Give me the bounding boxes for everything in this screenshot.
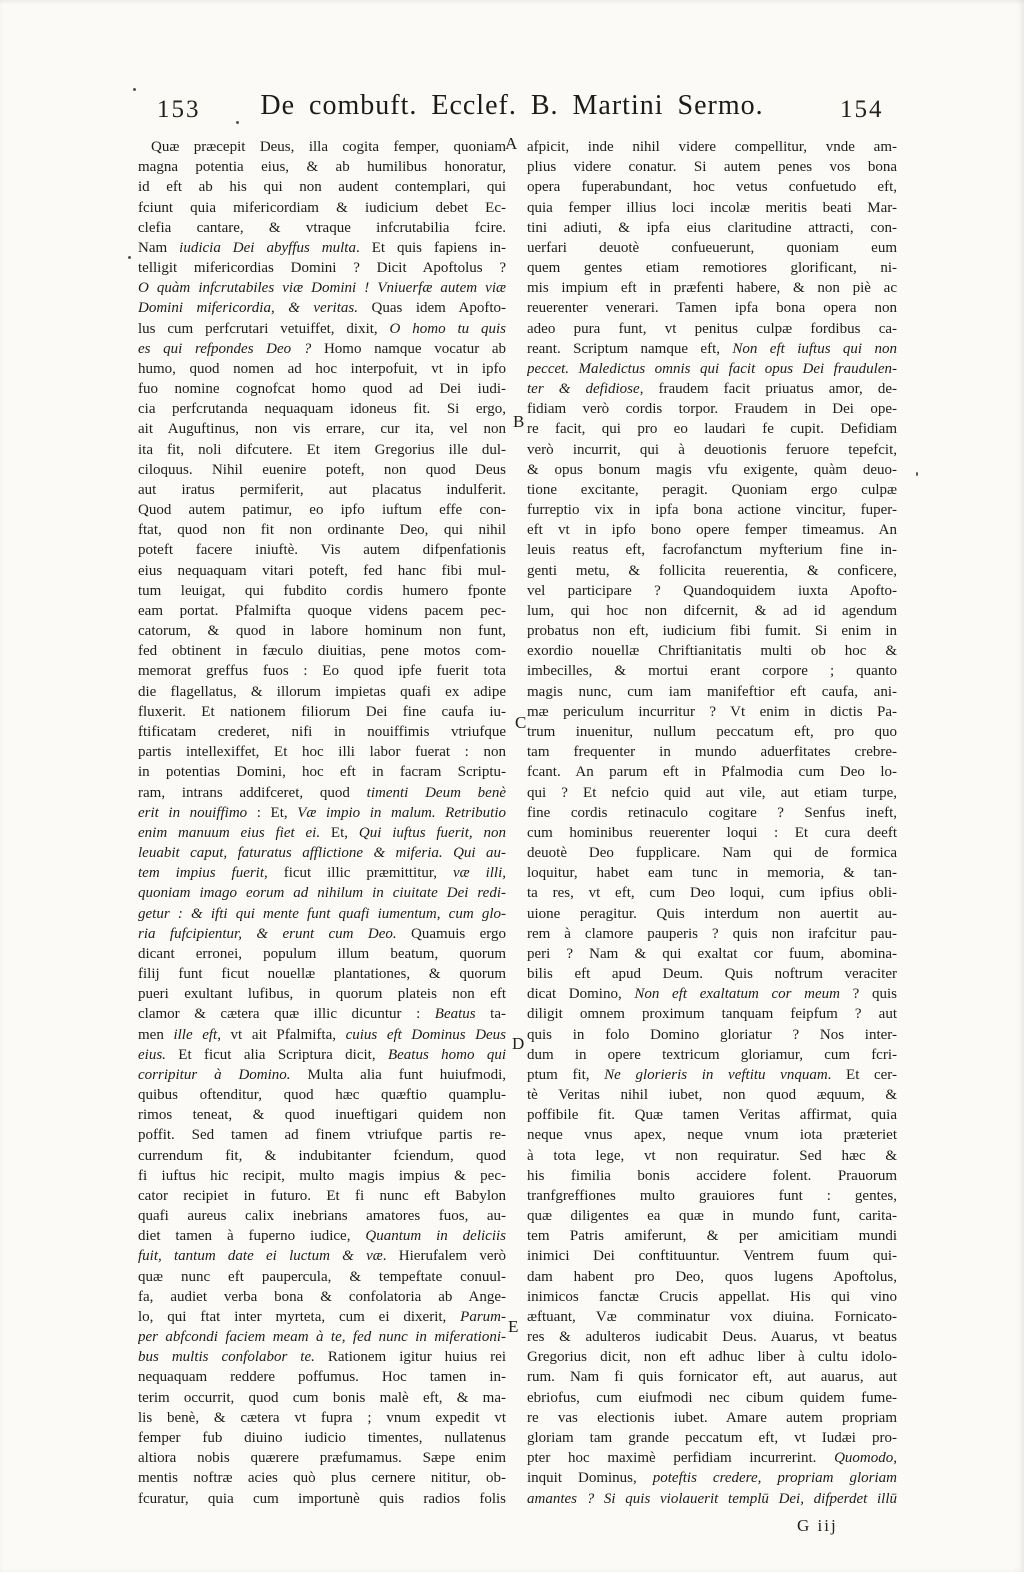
signature-mark: G iij	[797, 1516, 838, 1535]
text-line: ram, intrans addifceret, quod timenti Deum benè	[138, 784, 506, 801]
text-line: furreptio vix in ipfa bona actione vincitur, fuper-	[527, 502, 897, 519]
text-line: fi iuftus hic recipit, multo magis impius & pec-	[138, 1167, 506, 1184]
text-line: femper fub diuino iudicio timentes, nullatenus	[138, 1430, 506, 1446]
text-line: tè Veritas nihil iubet, non quod æquum, &	[527, 1087, 897, 1104]
text-line: O quàm infcrutabiles viæ Domini ! Vniuerfæ autem viæ	[138, 280, 506, 297]
text-line: telligit mifericordias Domini ? Dicit Apoftolus ?	[138, 260, 506, 277]
text-line: magis nunc, cum iam manifeftior eft caufa, ani-	[527, 683, 897, 700]
gutter-letter-a: A	[505, 134, 518, 153]
running-title: De combuft. Ecclef. B. Martini Sermo.	[260, 90, 764, 121]
page-number-left: 153	[157, 96, 201, 123]
text-line: imbecilles, & mortui erant corpore ; quanto	[527, 663, 897, 680]
text-line: quia femper illius loci incolæ meritis beati Mar-	[527, 199, 897, 216]
text-line: per abfcondi faciem meam à te, fed nunc in miferationi-	[138, 1329, 506, 1346]
text-line: quafi aureus calix inebrians amatores fuos, au-	[138, 1208, 506, 1225]
gutter-letter-e: E	[508, 1317, 519, 1336]
text-line: quis in folo Domino gloriatur ? Nos inter-	[527, 1026, 897, 1043]
text-line: cum hominibus reuerenter loqui : Et cura deeft	[527, 824, 897, 841]
text-line: uerfari deuotè confueuerunt, quoniam eum	[527, 239, 897, 256]
gutter-letter-c: C	[515, 713, 527, 732]
text-line: leuis reatus eft, facrofanctum myfterium fine in-	[527, 542, 897, 559]
left-text-column	[138, 137, 506, 1509]
text-line: die flagellatus, & illorum impietas quafi ex adipe	[138, 683, 506, 700]
text-line: tem impius fuerit, ficut illic præmittitur, væ illi,	[138, 865, 506, 882]
gutter-letter-b: B	[513, 412, 525, 431]
text-line: his fimilia bonis accidere folent. Prauorum	[527, 1167, 897, 1184]
text-line: es qui refpondes Deo ? Homo namque vocatur ab	[138, 340, 506, 357]
text-line: plius videre conatur. Si autem penes vos bona	[527, 159, 897, 176]
text-line: poteft facere iniuftè. Vis autem difpenfationis	[138, 542, 506, 559]
text-line: poffibile fit. Quæ tamen Veritas affirmat, quia	[527, 1107, 897, 1124]
text-line: fa, audiet verba bona & confolatoria ab Ange-	[138, 1288, 506, 1305]
text-line: Quæ præcepit Deus, illa cogita femper, quoniam	[151, 139, 506, 155]
text-line: quem gentes etiam remotiores glorificant, ni-	[527, 260, 897, 277]
text-line: dam habent pro Deo, quos lugens Apoftolus,	[527, 1268, 897, 1285]
ink-speck	[916, 472, 918, 476]
text-line: re vas electionis iubet. Amare autem propriam	[527, 1409, 897, 1426]
text-line: reant. Scriptum namque eft, Non eft iuftus qui non	[527, 340, 897, 357]
text-line: aut iratus permiferit, aut placatus indulferit.	[138, 481, 506, 498]
text-line: dicat Domino, Non eft exaltatum cor meum ? quis	[527, 986, 897, 1003]
text-line: trum inuenitur, nullum peccatum eft, pro quo	[527, 723, 897, 740]
text-line: mis impium eft in præfenti habere, & non piè ac	[527, 280, 897, 297]
text-line: verò incurrit, qui à deuotionis feruore tepefcit,	[527, 441, 897, 458]
text-line: inimici Dei conftituuntur. Ventrem fuum qui-	[527, 1248, 897, 1265]
text-line: re facit, qui pro eo laudari fe cupit. Defidiam	[527, 421, 897, 438]
text-line: getur : & ifti qui mente funt quafi iumentum, cum glo-	[138, 905, 506, 922]
text-line: rimos teneat, & quod inueftigari quidem non	[138, 1107, 506, 1124]
text-line: lus cum perfcrutari vetuiffet, dixit, O homo tu quis	[138, 320, 506, 337]
text-line: corripitur à Domino. Multa alia funt huiufmodi,	[138, 1066, 506, 1083]
text-line: pueri exultant lufibus, in quorum plateis non eft	[138, 986, 506, 1003]
ink-speck	[236, 121, 239, 124]
text-line: res & adulteros iudicabit Deus. Auarus, vt beatus	[527, 1329, 897, 1346]
text-line: uione peragitur. Quis interdum non auertit au-	[527, 905, 897, 922]
text-line: fluxerit. Et nationem filiorum Dei fine caufa iu-	[138, 703, 506, 720]
text-line: fcant. An parum eft in Pfalmodia cum Deo lo-	[527, 764, 897, 781]
text-line: Gregorius dicit, non eft adhuc liber à cultu idolo-	[527, 1349, 897, 1366]
text-line: cator recipiet in futuro. Et fi nunc eft Babylon	[138, 1187, 506, 1204]
text-line: quæ nunc eft paupercula, & tempeftate conuul-	[138, 1268, 506, 1285]
text-line: tini adiuti, & ipfa eius claritudine attracti, con-	[527, 219, 897, 236]
text-line: & opus bonum magis vfu exigente, quàm deuo-	[527, 461, 897, 478]
text-line: fine cordis retinaculo cogitare ? Senfus ineft,	[527, 804, 897, 821]
text-line: terim occurrit, quod cum bonis malè eft, & ma-	[138, 1389, 506, 1406]
text-line: tem Patris amiferunt, & per amicitiam mundi	[527, 1228, 897, 1245]
text-line: id eft ab his qui non audent contemplari, qui	[138, 179, 506, 196]
text-line: Quod autem patimur, eo ipfo iuftum effe con-	[138, 502, 506, 519]
text-line: ait Auguftinus, non vis errare, cur ita, vel non	[138, 421, 506, 438]
text-line: adeo pura funt, vt penitus culpæ fordibus ca-	[527, 320, 897, 337]
text-line: ptum fit, Ne glorieris in veftitu vnquam. Et cer-	[527, 1066, 897, 1083]
text-line: humo, quod nomen ad hoc interpofuit, vt in ipfo	[138, 360, 506, 377]
text-line: quoniam imago eorum ad nihilum in ciuitate Dei redi-	[138, 885, 506, 902]
text-line: nequaquam reddere poffumus. Hoc tamen in-	[138, 1369, 506, 1386]
text-line: reuerenter venerari. Tamen ipfa bona opera non	[527, 300, 897, 317]
text-line: ebriofus, cum eiufmodi nec cibum quidem fume-	[527, 1389, 897, 1406]
text-line: in potentias Domini, hoc eft in facram Scriptu-	[138, 764, 506, 781]
text-line: vel participare ? Quandoquidem iuxta Apofto-	[527, 582, 897, 599]
text-line: æftuant, Væ comminatur vox diuina. Fornicato-	[527, 1308, 897, 1325]
text-line: fcuratur, quia cum importunè quis radios folis	[138, 1490, 506, 1507]
right-text-column	[527, 137, 897, 1509]
text-line: ftificatam crederet, nifi in nouiffimis vtriufque	[138, 723, 506, 740]
text-line: ciloquus. Nihil euenire poteft, non quod Deus	[138, 461, 506, 478]
text-line: loquitur, habet eam tunc in memoria, & tan-	[527, 865, 897, 882]
text-line: rum. Nam fi quis fornicator eft, aut auarus, aut	[527, 1369, 897, 1386]
text-line: pter hoc maximè perfidiam incurrerint. Quomodo,	[527, 1450, 897, 1467]
text-line: mentis noftræ acies quò plus cernere nititur, ob-	[138, 1470, 506, 1487]
text-line: fuit, tantum date ei luctum & væ. Hierufalem verò	[138, 1248, 506, 1265]
text-line: clefia cantare, & vtraque infcrutabilia fcire.	[138, 219, 506, 236]
text-line: ter & defidiose, fraudem facit priuatus amor, de-	[527, 381, 897, 398]
text-line: amantes ? Si quis violauerit templū Dei, difperdet illū	[527, 1490, 897, 1507]
text-line: eius. Et ficut alia Scriptura dicit, Beatus homo qui	[138, 1046, 506, 1063]
text-line: opera fuperabundant, hoc vetus confuetudo eft,	[527, 179, 897, 196]
text-line: poffit. Sed tamen ad finem vtriufque partis re-	[138, 1127, 506, 1144]
text-line: inquit Dominus, poteftis credere, propriam gloriam	[527, 1470, 897, 1487]
text-line: à tota lege, vt non requiratur. Sed hæc &	[527, 1147, 897, 1164]
gutter-letter-d: D	[512, 1034, 525, 1053]
text-line: quibus oftenditur, quod hæc quæftio quamplu-	[138, 1087, 506, 1104]
text-line: inimicos fanctæ Crucis appellat. His qui vino	[527, 1288, 897, 1305]
text-line: qui ? Et nefcio quid aut vile, aut etiam turpe,	[527, 784, 897, 801]
text-line: cia perfcrutanda nequaquam idoneus fit. Si ergo,	[138, 401, 506, 418]
text-line: altiora nobis quærere præfumamus. Sæpe enim	[138, 1450, 506, 1467]
text-line: ria fufcipientur, & erunt cum Deo. Quamuis ergo	[138, 925, 506, 942]
text-line: neque vnus apex, neque vnum iota præteriet	[527, 1127, 897, 1144]
text-line: peri ? Nam & qui exaltat cor fuum, abomina-	[527, 945, 897, 962]
text-line: lo, qui ftat inter myrteta, cum ei dixerit, Parum-	[138, 1308, 506, 1325]
text-line: exordio nouellæ Chriftianitatis multi ob hoc &	[527, 643, 897, 660]
text-line: ta res, vt eft, cum Deo loqui, cum ipfius obli-	[527, 885, 897, 902]
text-line: filij funt ficut nouellæ plantationes, & quorum	[138, 966, 506, 983]
text-line: genti metu, & follicita reuerentia, & conficere,	[527, 562, 897, 579]
text-line: men ille eft, vt ait Pfalmifta, cuius eft Dominus Deus	[138, 1026, 506, 1043]
text-line: leuabit caput, faturatus afflictione & miferia. Qui au-	[138, 845, 506, 862]
text-line: tione excitante, peragit. Quoniam ergo culpæ	[527, 481, 897, 498]
text-line: Nam iudicia Dei abyffus multa. Et quis fapiens in-	[138, 239, 506, 256]
text-line: probatus non eft, iudicium fibi fumit. Si enim in	[527, 623, 897, 640]
text-line: quæ diligentes ea quæ in mundo funt, carita-	[527, 1208, 897, 1225]
text-line: bus multis confolabor te. Rationem igitur huius rei	[138, 1349, 506, 1366]
text-line: afpicit, inde nihil videre compellitur, vnde am-	[527, 139, 897, 155]
text-line: clamor & cætera quæ illic dicuntur : Beatus ta-	[138, 1006, 506, 1023]
text-line: Domini mifericordia, & veritas. Quas idem Apofto-	[138, 300, 506, 317]
text-line: catorum, & quod in labore hominum non funt,	[138, 623, 506, 640]
text-line: bilis eft apud Deum. Quis noftrum veraciter	[527, 966, 897, 983]
text-line: deuotè Deo fupplicare. Nam qui de formica	[527, 845, 897, 862]
text-line: tranfgreffiones multo grauiores funt : gentes,	[527, 1187, 897, 1204]
text-line: eft vt in ipfo bono opere femper timeamus. An	[527, 522, 897, 539]
text-line: lum, qui hoc non difcernit, & ad id agendum	[527, 602, 897, 619]
text-line: diet tamen à fuperno iudice, Quantum in deliciis	[138, 1228, 506, 1245]
text-line: fciunt quia mifericordiam & iudicium debet Ec-	[138, 199, 506, 216]
text-line: peccet. Maledictus omnis qui facit opus Dei fraudulen-	[527, 360, 897, 377]
text-line: fuo nomine cognofcat homo quod ad Dei iudi-	[138, 381, 506, 398]
text-line: mæ periculum incurritur ? Vt enim in dictis Pa-	[527, 703, 897, 720]
text-line: currendum fit, & indubitanter fciendum, quod	[138, 1147, 506, 1164]
text-line: rem à clamore pauperis ? quis non irafcitur pau-	[527, 925, 897, 942]
text-line: diligit omnem proximum tanquam feipfum ? aut	[527, 1006, 897, 1023]
text-line: eius nequaquam vitari poteft, fed hanc fibi mul-	[138, 562, 506, 579]
page-number-right: 154	[840, 96, 884, 123]
text-line: dicant erronei, populum illum beatum, quorum	[138, 945, 506, 962]
text-line: tum leuigat, qui fubdito cordis humero fponte	[138, 582, 506, 599]
text-line: enim manuum eius fiet ei. Et, Qui iuftus fuerit, non	[138, 824, 506, 841]
text-line: ita fit, noli difcutere. Et item Gregorius ille dul-	[138, 441, 506, 458]
text-line: gloriam tam grande peccatum eft, vt Iudæi pro-	[527, 1430, 897, 1446]
text-line: partis intellexiffet, Et hoc illi labor fuerat : non	[138, 744, 506, 761]
text-line: ftat, quod non fit non ordinante Deo, qui nihil	[138, 522, 506, 539]
text-line: erit in nouiffimo : Et, Væ impio in malum. Retributio	[138, 804, 506, 821]
ink-speck	[128, 256, 131, 259]
ink-speck	[133, 88, 136, 91]
text-line: fidiam verò cordis torpor. Fraudem in Dei ope-	[527, 401, 897, 418]
text-line: fed obtinent in fæculo diuitias, pene motos com-	[138, 643, 506, 660]
text-line: memorat greffus fuos : Eo quod ipfe fuerit tota	[138, 663, 506, 680]
text-line: dum in opere textricum gloriamur, cum fcri-	[527, 1046, 897, 1063]
text-line: tam frequenter in mundo aduerfitates crebre-	[527, 744, 897, 761]
text-line: eam portat. Pfalmifta quoque videns pacem pec-	[138, 602, 506, 619]
text-line: magna potentia eius, & ab humilibus honoratur,	[138, 159, 506, 176]
text-line: lis benè, & cætera vt fupra ; vnum expedit vt	[138, 1409, 506, 1426]
